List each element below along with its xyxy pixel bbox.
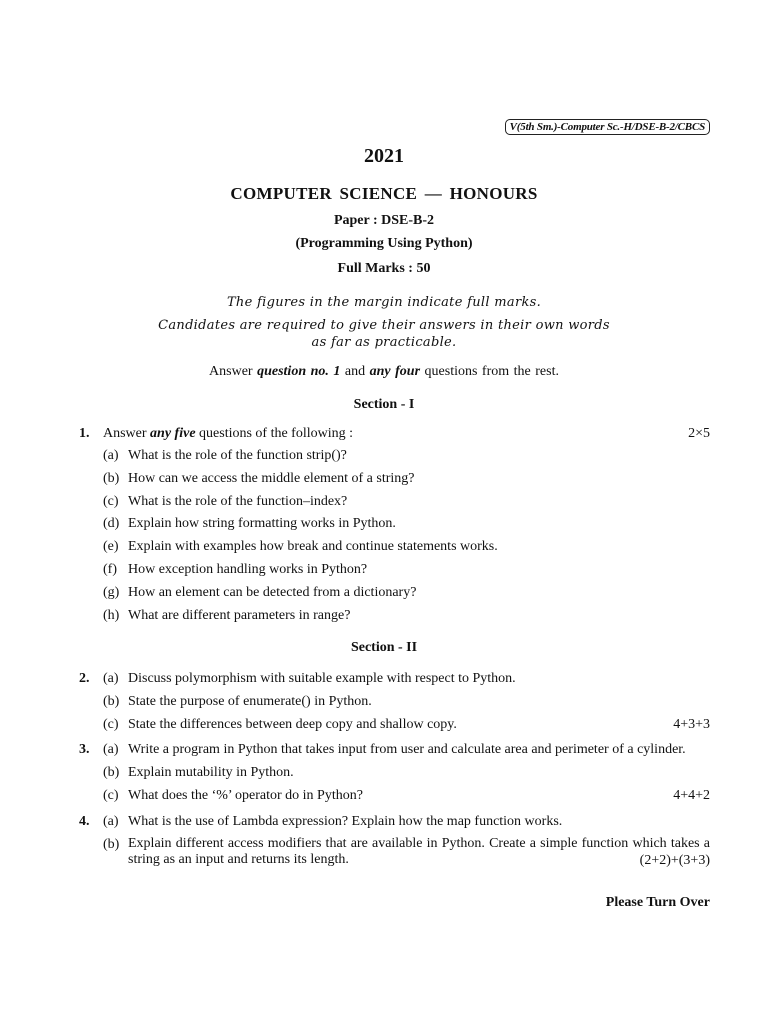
- subquestion-text: State the differences between deep copy and shallow copy.: [128, 716, 457, 732]
- question-marks: 4+4+2: [673, 787, 710, 803]
- subquestion-text: Write a program in Python that takes input from user and calculate area and perimeter of a cylinder.: [128, 742, 686, 757]
- subquestion: [79, 470, 710, 493]
- subquestion: [79, 607, 710, 630]
- exam-year: 2021: [364, 145, 404, 167]
- subquestion: [79, 787, 710, 810]
- question-number: 3.: [79, 742, 90, 757]
- subquestion-text: What are different parameters in range?: [128, 607, 351, 623]
- subquestion: [79, 693, 710, 716]
- margin-note: The figures in the margin indicate full marks.: [226, 295, 542, 310]
- subquestion: [79, 493, 710, 516]
- subquestion-label: (g): [103, 584, 120, 600]
- question-marks: 4+3+3: [673, 716, 710, 732]
- subquestion-label: (h): [103, 607, 120, 623]
- question-number: 2.: [79, 671, 90, 686]
- section-2-heading: Section - II: [350, 640, 418, 655]
- q1-prefix: Answer: [103, 426, 151, 441]
- subquestion-text: What does the ‘%’ operator do in Python?: [128, 787, 363, 803]
- subquestion-text: Discuss polymorphism with suitable example with respect to Python.: [128, 671, 516, 686]
- question-number: 1.: [79, 426, 90, 441]
- subquestion-label: (e): [103, 539, 119, 555]
- q1-suffix: questions of the following :: [195, 426, 354, 441]
- question-marks: 2×5: [688, 426, 710, 441]
- full-marks: Full Marks : 50: [337, 261, 431, 276]
- subquestion-label: (a): [103, 671, 119, 686]
- candidates-note: [0, 317, 768, 351]
- paper-code-box: V(5th Sm.)-Computer Sc.-H/DSE-B-2/CBCS: [505, 119, 710, 135]
- question-2: [79, 670, 710, 738]
- subquestion-label: (c): [103, 787, 119, 803]
- question-1-text: [103, 425, 353, 443]
- subquestion-label: (c): [103, 716, 119, 732]
- subquestion: [79, 561, 710, 584]
- section-1-heading: Section - I: [353, 397, 415, 412]
- instruction-emph2: any four: [369, 364, 421, 379]
- subquestion-label: (f): [103, 561, 117, 577]
- subquestion-label: (a): [103, 448, 119, 463]
- subquestion-text: Explain with examples how break and continue statements works.: [128, 539, 498, 555]
- answer-instruction: [0, 364, 768, 380]
- subquestion-label: (a): [103, 814, 119, 829]
- subquestion: [79, 584, 710, 607]
- instruction-part2: and: [340, 364, 370, 379]
- subquestion: [79, 813, 710, 836]
- subquestion-label: (c): [103, 493, 119, 509]
- paper-subtitle: (Programming Using Python): [295, 236, 473, 251]
- subquestion-text: Explain how string formatting works in Python.: [128, 516, 396, 532]
- subquestion-text: How an element can be detected from a dictionary?: [128, 584, 417, 600]
- instruction-part3: questions from the rest.: [420, 364, 559, 379]
- question-4: [79, 813, 710, 872]
- candidates-note-line1: Candidates are required to give their answers in their own words: [158, 318, 610, 333]
- subquestion: [79, 447, 710, 470]
- subquestion-text: Explain mutability in Python.: [128, 764, 294, 780]
- paper-code: Paper : DSE-B-2: [333, 213, 435, 228]
- subquestion-text: What is the role of the function strip()?: [128, 448, 347, 463]
- subquestion-label: (b): [103, 836, 120, 852]
- please-turn-over: Please Turn Over: [605, 895, 710, 910]
- q1-emph: any five: [150, 426, 196, 441]
- subquestion: [79, 836, 710, 872]
- subquestion: [79, 515, 710, 538]
- subquestion-label: (b): [103, 470, 120, 486]
- subquestion-text: State the purpose of enumerate() in Python.: [128, 693, 372, 709]
- subquestion: [79, 716, 710, 739]
- subquestion-text: How exception handling works in Python?: [128, 561, 368, 577]
- question-marks: (2+2)+(3+3): [639, 852, 710, 868]
- subquestion: [79, 764, 710, 787]
- subquestion-label: (b): [103, 693, 120, 709]
- subquestion-text: What is the use of Lambda expression? Explain how the map function works.: [128, 814, 563, 829]
- subquestion-text: Explain different access modifiers that are available in Python. Create a simple function which takes a string as an input and returns its length.: [128, 835, 710, 867]
- question-1-stem: [79, 425, 710, 447]
- subquestion-label: (b): [103, 764, 120, 780]
- question-1: [79, 425, 710, 629]
- instruction-part1: Answer: [209, 364, 258, 379]
- subquestion: [79, 670, 710, 693]
- subquestion-label: (a): [103, 742, 119, 757]
- subquestion-text: How can we access the middle element of a string?: [128, 470, 415, 486]
- subquestion-text: What is the role of the function–index?: [128, 493, 348, 509]
- subquestion: [79, 538, 710, 561]
- subject-title: COMPUTER SCIENCE — HONOURS: [230, 184, 538, 203]
- question-number: 4.: [79, 814, 90, 829]
- candidates-note-line2: as far as practicable.: [311, 335, 457, 350]
- question-3: [79, 741, 710, 809]
- subquestion: [79, 741, 710, 764]
- instruction-emph1: question no. 1: [257, 364, 341, 379]
- subquestion-label: (d): [103, 516, 120, 532]
